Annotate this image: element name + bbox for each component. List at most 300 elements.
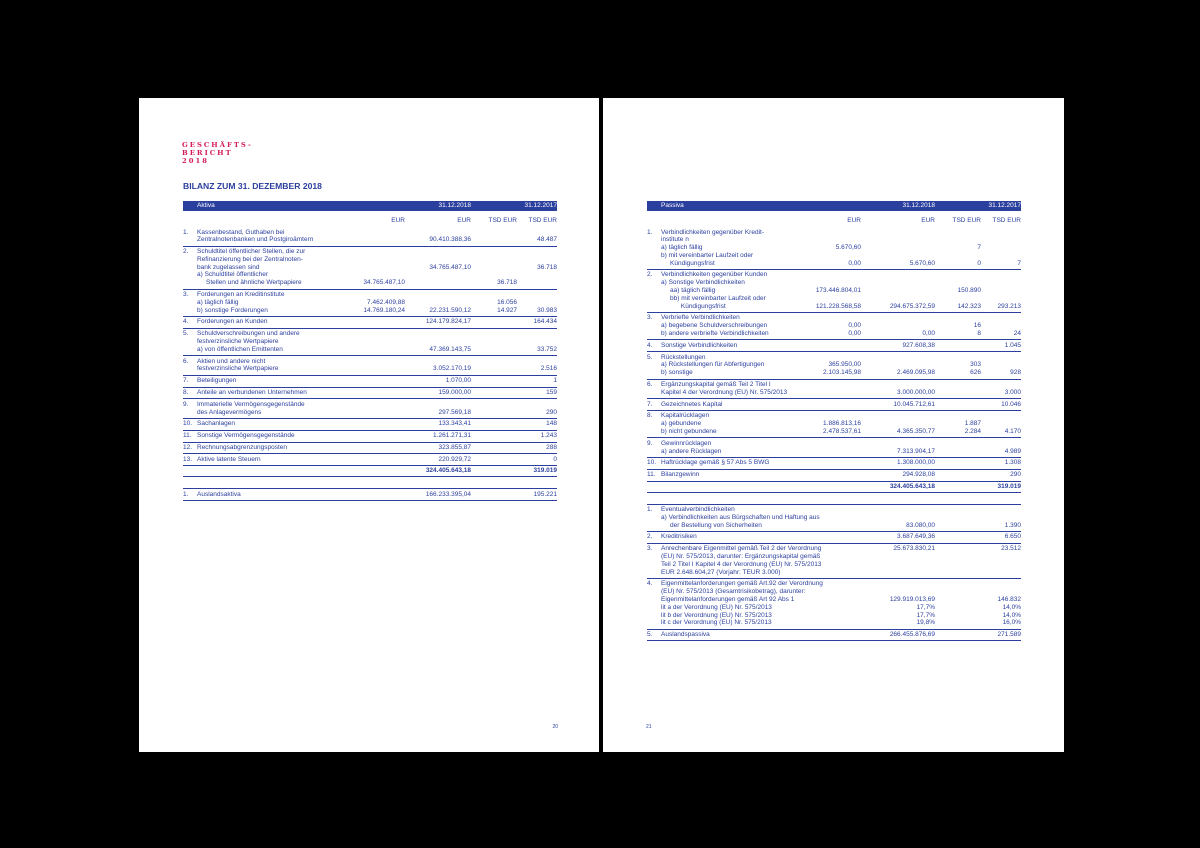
right-page	[603, 98, 1064, 752]
value-eur-total-line	[405, 271, 471, 279]
total-blank	[197, 466, 345, 477]
spacer	[405, 477, 471, 489]
value-eur-detail	[345, 316, 405, 328]
value-eur-total-line	[405, 256, 471, 264]
value-eur-total-line: 5.670,60	[909, 259, 935, 267]
table-row	[183, 387, 557, 399]
value-eur-total-line	[861, 580, 935, 588]
subheader-blank	[183, 211, 197, 227]
value-tsd-detail-line	[935, 533, 981, 541]
row-number: 6.	[647, 379, 661, 399]
row-number: 6.	[183, 356, 197, 376]
value-eur-total	[861, 578, 935, 629]
value-tsd-total	[981, 457, 1021, 469]
value-tsd-total	[981, 269, 1021, 312]
row-number: 4.	[647, 578, 661, 629]
value-tsd-detail-line	[935, 229, 981, 237]
value-tsd-detail-line	[935, 401, 981, 409]
value-eur-total-line: 1.308.000,00	[897, 459, 935, 467]
value-tsd-detail-line	[471, 432, 517, 440]
value-eur-detail-line	[793, 381, 861, 389]
value-eur-total	[405, 289, 471, 316]
table-header	[183, 201, 557, 211]
value-eur-total	[861, 531, 935, 543]
value-tsd-detail-line	[471, 338, 517, 346]
row-label-line: a) täglich fällig	[197, 298, 239, 306]
value-tsd-detail-line	[935, 342, 981, 350]
value-eur-detail-line	[793, 314, 861, 322]
value-eur-total-line	[861, 287, 935, 295]
value-eur-total-line: 22.231.590,12	[429, 306, 471, 314]
brand-logo: GESCHÄFTS- BERICHT 2018	[182, 141, 253, 165]
row-number: 12.	[183, 442, 197, 454]
row-label-line: Gewinnrücklagen	[661, 439, 712, 447]
value-tsd-detail-line: 14.927	[497, 306, 517, 314]
value-tsd-detail-line	[935, 354, 981, 362]
row-label	[661, 340, 793, 352]
value-eur-detail	[345, 489, 405, 501]
value-tsd-total-line: 24	[1013, 330, 1021, 338]
value-eur-total-line	[405, 279, 471, 287]
value-eur-detail-line	[345, 409, 405, 417]
row-label	[197, 399, 345, 419]
value-tsd-total-line: 1.390	[1004, 521, 1021, 529]
value-tsd-total	[981, 399, 1021, 411]
row-label-line: Immaterielle Vermögensgegenstände	[197, 400, 305, 408]
row-label-line: Anteile an verbundenen Unternehmen	[197, 389, 307, 397]
value-tsd-total-line	[517, 299, 557, 307]
value-tsd-detail-line: 16	[973, 322, 981, 330]
value-tsd-detail-line	[935, 553, 981, 561]
value-eur-total-line	[861, 236, 935, 244]
value-eur-detail-line: 34.765.487,10	[363, 279, 405, 287]
value-eur-detail-line	[345, 256, 405, 264]
row-label-line: Gezeichnetes Kapital	[661, 400, 723, 408]
value-eur-total-line	[861, 229, 935, 237]
value-eur-total-line	[405, 291, 471, 299]
value-tsd-detail	[935, 379, 981, 399]
value-tsd-detail	[935, 469, 981, 481]
row-number: 11.	[183, 430, 197, 442]
value-tsd-total	[981, 578, 1021, 629]
value-tsd-detail-line	[935, 236, 981, 244]
aktiva-table	[183, 201, 557, 501]
value-eur-detail-line	[793, 342, 861, 350]
value-eur-total-line	[861, 252, 935, 260]
left-page	[139, 98, 599, 752]
value-tsd-detail	[471, 356, 517, 376]
value-tsd-total-line	[981, 361, 1021, 369]
value-tsd-detail-line: 36.718	[497, 279, 517, 287]
value-eur-total-line	[405, 330, 471, 338]
value-tsd-total	[981, 410, 1021, 437]
value-eur-detail-line: 1.886.813,16	[823, 420, 861, 428]
row-label	[661, 578, 823, 629]
row-label	[197, 316, 345, 328]
row-label	[661, 457, 793, 469]
total-row	[647, 481, 1021, 492]
value-tsd-total-line: 195.221	[533, 490, 557, 498]
value-eur-total-line	[861, 569, 935, 577]
value-tsd-total-line: 7	[1017, 259, 1021, 267]
header-year-previous: 31.12.2017	[981, 201, 1021, 211]
page-title: BILANZ ZUM 31. DEZEMBER 2018	[183, 181, 322, 191]
value-eur-detail-line	[793, 631, 861, 639]
value-eur-total	[861, 469, 935, 481]
value-tsd-total	[517, 430, 557, 442]
row-number: 2.	[647, 269, 661, 312]
value-eur-detail	[345, 328, 405, 355]
value-eur-total	[861, 227, 935, 269]
value-tsd-detail	[471, 399, 517, 419]
value-eur-total	[405, 375, 471, 387]
row-label-line: Beteiligungen	[197, 377, 237, 385]
header-blank	[647, 201, 661, 211]
value-tsd-total-line: 23.512	[1001, 545, 1021, 553]
value-tsd-detail-line	[471, 358, 517, 366]
value-eur-detail-line	[793, 229, 861, 237]
spacer	[861, 492, 935, 504]
total-eur: 324.405.643,18	[861, 481, 935, 492]
row-number: 9.	[183, 399, 197, 419]
table-row	[647, 457, 1021, 469]
value-eur-detail-line	[793, 459, 861, 467]
value-tsd-total	[981, 543, 1021, 578]
row-label	[197, 442, 345, 454]
value-tsd-detail-line	[935, 619, 981, 627]
value-eur-detail-line	[793, 569, 861, 577]
row-label	[197, 489, 345, 501]
value-eur-total-line: 159.000,00	[438, 389, 471, 397]
row-label-line: Stellen und ähnliche Wertpapiere	[197, 279, 302, 287]
value-tsd-total	[517, 356, 557, 376]
row-label-line: lit a der Verordnung (EU) Nr. 575/2013	[661, 603, 772, 611]
value-tsd-total	[517, 442, 557, 454]
value-tsd-detail-line	[471, 409, 517, 417]
value-tsd-total-line: 0	[553, 455, 557, 463]
value-tsd-total-line: 1.243	[540, 432, 557, 440]
value-tsd-total-line: 148	[546, 420, 557, 428]
value-eur-detail-line	[793, 401, 861, 409]
table-row	[647, 399, 1021, 411]
value-eur-total-line: 3.052.170,19	[433, 365, 471, 373]
row-label	[661, 543, 822, 578]
value-tsd-total-line: 293.213	[997, 302, 1021, 310]
value-eur-detail	[345, 356, 405, 376]
value-eur-detail-line: 121.228.568,58	[815, 302, 861, 310]
row-number: 7.	[183, 375, 197, 387]
header-label: Passiva	[661, 201, 793, 211]
value-eur-detail-line	[345, 432, 405, 440]
table-row	[647, 410, 1021, 437]
value-tsd-detail-line	[471, 456, 517, 464]
value-tsd-detail-line	[935, 569, 981, 577]
row-label-line: Kapitel 4 der Verordnung (EU) Nr. 575/2013	[661, 388, 788, 396]
value-tsd-total-line	[981, 580, 1021, 588]
value-tsd-total-line	[517, 271, 557, 279]
value-tsd-detail	[935, 543, 981, 578]
value-eur-detail	[793, 340, 861, 352]
value-eur-total-line	[861, 420, 935, 428]
value-eur-detail	[345, 442, 405, 454]
value-eur-total-line: 25.673.830,21	[893, 545, 935, 553]
value-eur-total-line: 323.855,87	[438, 444, 471, 452]
value-tsd-total-line: 30.983	[537, 306, 557, 314]
row-number: 1.	[183, 227, 197, 246]
value-eur-detail-line	[345, 444, 405, 452]
value-eur-detail-line: 14.769.180,24	[363, 306, 405, 314]
value-eur-detail-line	[793, 295, 861, 303]
value-tsd-total-line: 146.832	[997, 595, 1021, 603]
table-row	[183, 316, 557, 328]
table-row	[647, 227, 1021, 269]
value-eur-total-line	[861, 506, 935, 514]
value-eur-detail-line	[345, 271, 405, 279]
row-label	[661, 629, 793, 641]
row-label-line: festverzinsliche Wertpapiere	[197, 365, 279, 373]
value-tsd-total-line	[981, 252, 1021, 260]
value-eur-total-line: 3.687.649,36	[897, 533, 935, 541]
value-eur-total-line: 7.313.904,17	[897, 447, 935, 455]
row-number: 5.	[647, 629, 661, 641]
subheader-eur: EUR	[921, 217, 935, 225]
row-label-line: bb) mit vereinbarter Laufzeit oder	[661, 294, 766, 302]
value-tsd-total	[981, 340, 1021, 352]
spacer	[981, 492, 1021, 504]
value-tsd-total-line	[981, 588, 1021, 596]
row-label-line: lit c der Verordnung (EU) Nr. 575/2013	[661, 619, 772, 627]
value-tsd-total-line	[981, 420, 1021, 428]
value-tsd-detail	[935, 227, 981, 269]
row-label	[197, 227, 345, 246]
value-eur-total-line	[861, 295, 935, 303]
spacer	[345, 477, 405, 489]
value-eur-detail	[345, 399, 405, 419]
value-tsd-total-line	[517, 358, 557, 366]
value-tsd-total-line: 271.589	[997, 631, 1021, 639]
value-eur-total-line	[861, 279, 935, 287]
header-blank	[935, 201, 981, 211]
table-row	[183, 489, 557, 501]
row-number: 10.	[183, 418, 197, 430]
value-eur-detail-line	[793, 533, 861, 541]
value-eur-detail-line: 173.446.804,01	[815, 287, 861, 295]
row-label	[661, 269, 793, 312]
value-tsd-total-line: 164.434	[533, 318, 557, 326]
value-eur-detail-line	[793, 389, 861, 397]
value-tsd-detail-line	[935, 295, 981, 303]
table-row	[647, 504, 1021, 531]
row-label-line: Eigenmittelanforderungen gemäß Art.92 der Verordnung	[661, 580, 823, 588]
value-tsd-total	[517, 316, 557, 328]
value-tsd-detail-line	[935, 448, 981, 456]
value-tsd-detail	[471, 442, 517, 454]
value-eur-detail	[345, 387, 405, 399]
value-eur-total-line: 220.929,72	[438, 455, 471, 463]
value-tsd-detail-line: 2.284	[964, 428, 981, 436]
row-label-line: Aktien und andere nicht	[197, 357, 266, 365]
row-label-line: a) Rückstellungen für Abfertigungen	[661, 361, 765, 369]
value-eur-detail	[793, 457, 861, 469]
row-label	[661, 504, 820, 531]
value-eur-total-line: 1.070,00	[445, 377, 471, 385]
value-tsd-detail	[471, 289, 517, 316]
row-label-line: Kündigungsfrist	[661, 302, 726, 310]
table-subheader	[647, 211, 1021, 227]
value-tsd-total-line	[981, 553, 1021, 561]
value-eur-total	[405, 387, 471, 399]
value-tsd-total-line: 14,0%	[1002, 611, 1021, 619]
value-eur-total-line: 19,8%	[916, 619, 935, 627]
row-label-line: Verbriefte Verbindlichkeiten	[661, 314, 740, 322]
header-blank	[345, 201, 405, 211]
row-label	[197, 418, 345, 430]
value-tsd-detail-line	[935, 459, 981, 467]
value-eur-detail-line: 0,00	[848, 322, 861, 330]
value-tsd-total	[517, 289, 557, 316]
value-eur-detail	[793, 469, 861, 481]
spacer	[517, 477, 557, 489]
value-eur-detail-line	[793, 619, 861, 627]
row-number: 1.	[183, 489, 197, 501]
value-eur-detail-line	[793, 506, 861, 514]
value-eur-total-line: 3.000.000,00	[897, 388, 935, 396]
value-tsd-total	[517, 246, 557, 289]
table-subheader	[183, 211, 557, 227]
value-eur-total	[861, 312, 935, 339]
value-tsd-total-line: 928	[1010, 369, 1021, 377]
value-tsd-detail	[471, 418, 517, 430]
passiva-table	[647, 201, 1021, 641]
header-blank	[471, 201, 517, 211]
value-eur-total-line: 297.569,18	[438, 408, 471, 416]
value-tsd-total-line: 4.989	[1004, 447, 1021, 455]
value-tsd-detail-line: 626	[970, 369, 981, 377]
value-eur-total	[861, 399, 935, 411]
row-label-line: der Bestellung von Sicherheiten	[661, 521, 762, 529]
value-tsd-detail-line	[935, 279, 981, 287]
value-eur-detail-line	[345, 291, 405, 299]
row-number: 1.	[647, 227, 661, 269]
value-eur-detail-line: 365.950,00	[828, 361, 861, 369]
value-tsd-detail-line	[471, 401, 517, 409]
row-label-line: Auslandsaktiva	[197, 490, 241, 498]
value-eur-detail-line	[345, 389, 405, 397]
value-tsd-total-line	[517, 256, 557, 264]
value-eur-total	[861, 504, 935, 531]
value-tsd-detail	[935, 352, 981, 379]
row-label-line: b) nicht gebundene	[661, 428, 717, 436]
value-tsd-detail	[935, 438, 981, 458]
table-row	[647, 269, 1021, 312]
value-tsd-total-line	[981, 314, 1021, 322]
value-tsd-total	[981, 469, 1021, 481]
value-tsd-total-line: 36.718	[537, 263, 557, 271]
value-tsd-total-line	[981, 229, 1021, 237]
row-label	[661, 312, 793, 339]
row-label-line: Rechnungsabgrenzungsposten	[197, 444, 287, 452]
table-row	[647, 352, 1021, 379]
value-eur-detail-line	[793, 279, 861, 287]
row-label	[661, 438, 793, 458]
value-tsd-detail	[471, 454, 517, 466]
value-tsd-detail-line	[935, 314, 981, 322]
total-blank	[345, 466, 405, 477]
value-eur-total-line	[405, 358, 471, 366]
value-tsd-total	[517, 375, 557, 387]
value-tsd-total-line	[981, 287, 1021, 295]
value-eur-total-line: 90.410.388,36	[429, 236, 471, 244]
value-eur-detail-line	[793, 412, 861, 420]
value-eur-total	[405, 454, 471, 466]
value-tsd-total-line	[981, 354, 1021, 362]
value-tsd-detail-line	[935, 252, 981, 260]
value-tsd-detail-line	[471, 389, 517, 397]
value-tsd-detail	[935, 629, 981, 641]
value-eur-detail	[793, 312, 861, 339]
spacer	[793, 492, 861, 504]
table-row	[183, 399, 557, 419]
spacer-row	[183, 477, 557, 489]
table-row	[647, 340, 1021, 352]
value-eur-total-line: 0,00	[922, 330, 935, 338]
value-tsd-total-line: 4.170	[1004, 428, 1021, 436]
row-number: 3.	[183, 289, 197, 316]
value-eur-total-line: 34.765.487,10	[429, 263, 471, 271]
row-label-line: a) andere Rücklagen	[661, 447, 722, 455]
table-row	[647, 629, 1021, 641]
value-eur-total	[861, 340, 935, 352]
value-eur-detail-line	[345, 346, 405, 354]
row-label-line: Kreditrisiken	[661, 533, 697, 541]
header-year-current: 31.12.2018	[861, 201, 935, 211]
value-tsd-detail-line	[935, 612, 981, 620]
value-eur-detail-line	[345, 318, 405, 326]
row-label-line: Kassenbestand, Guthaben bei	[197, 228, 285, 236]
value-tsd-detail	[471, 375, 517, 387]
value-eur-total-line: 10.045.712,61	[893, 400, 935, 408]
value-eur-detail	[793, 531, 861, 543]
row-label	[197, 328, 345, 355]
value-tsd-detail-line	[471, 318, 517, 326]
subheader-tsd-eur: TSD EUR	[488, 217, 517, 225]
value-eur-detail-line	[345, 377, 405, 385]
row-number: 3.	[647, 312, 661, 339]
value-tsd-detail-line: 0	[977, 259, 981, 267]
value-eur-detail	[345, 227, 405, 246]
value-tsd-total-line	[517, 279, 557, 287]
total-blank	[935, 481, 981, 492]
value-tsd-total-line	[981, 561, 1021, 569]
row-label-line: Eigenmittelanforderungen gemäß Art 92 Abs 1	[661, 595, 795, 603]
value-eur-total	[405, 246, 471, 289]
value-tsd-total-line	[981, 506, 1021, 514]
value-tsd-total	[981, 379, 1021, 399]
value-eur-detail-line	[345, 456, 405, 464]
row-label-line: a) begebene Schuldverschreibungen	[661, 322, 768, 330]
value-tsd-total	[981, 629, 1021, 641]
table-row	[183, 328, 557, 355]
subheader-tsd-eur: TSD EUR	[528, 217, 557, 225]
value-tsd-detail-line	[935, 631, 981, 639]
value-tsd-total-line: 159	[546, 389, 557, 397]
row-number: 10.	[647, 457, 661, 469]
value-tsd-detail-line	[471, 264, 517, 272]
value-eur-total	[405, 356, 471, 376]
value-tsd-detail	[935, 399, 981, 411]
value-tsd-detail	[471, 489, 517, 501]
subheader-eur: EUR	[391, 217, 405, 225]
